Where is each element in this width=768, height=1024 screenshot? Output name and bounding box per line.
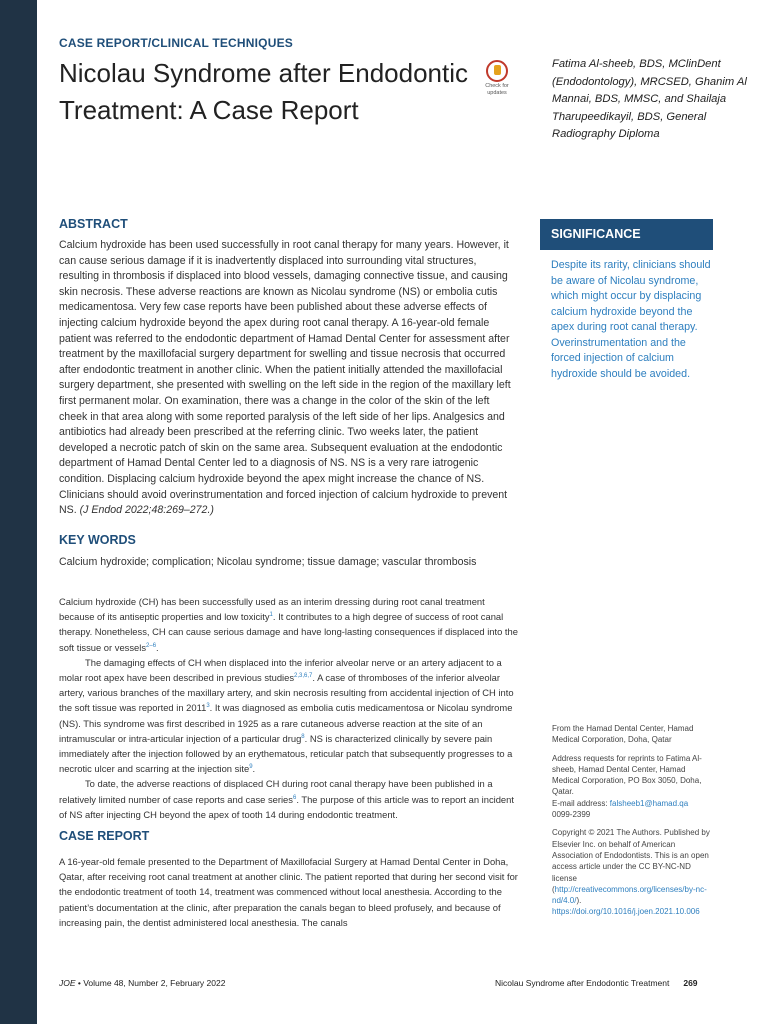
- reference-link[interactable]: 1: [269, 612, 273, 619]
- update-icon: [486, 60, 508, 82]
- intro-paragraph-3: To date, the adverse reactions of displaced CH during root canal therapy have been published in a relatively limited number of case reports and case series$^6$. The purpose of this article was to report an incident of NS after injecting CH beyond the apex of tooth 14 during endodontic treatment.: [59, 778, 514, 820]
- article-notes: [552, 723, 714, 925]
- case-report-text: A 16-year-old female presented to the Department of Maxillofacial Surgery at Hamad Dental Center in Doha, Qatar, after receiving root canal treatment at another clinic. The patient reported that during her second visit for the endodontic treatment of tooth 14, treatment was commenced without local anesthesia. According to the patient’s documentation at the clinic, after preparation the canals began to bleed profusely, and because of increasing pain, the dentist administered local anesthesia. The canals: [59, 856, 518, 928]
- check-for-updates-badge[interactable]: [480, 60, 514, 98]
- reference-link[interactable]: 2–6: [146, 642, 157, 649]
- abstract-text: [59, 238, 517, 519]
- introduction-section: [59, 594, 519, 822]
- abstract-body: Calcium hydroxide has been used successfully in root canal therapy for many years. However, it can cause serious damage if it is inadvertently displaced into surrounding vital structures, resulting in thrombosis if displaced into blood vessels, damaging connective tissue, and causing skin necrosis. These adverse reactions are known as Nicolau syndrome (NS) or embolia cutis medicamentosa. Very few case reports have been published about these adverse effects of injecting calcium hydroxide beyond the apex during root canal therapy. A 16-year-old female patient was referred to the endodontic department of Hamad Dental Center for assessment after treatment by the maxillofacial surgery department for swelling and tissue necrosis that occurred after endodontic treatment in another clinic. When the patient initially attended the maxillofacial surgery department, she presented with swelling on the left side in the region of the maxillary left first permanent molar. On examination, there was a change in the color of the skin of the left cheek in that area along with some reported paralysis of the left side of her lips. Analgesics and antibiotics had already been prescribed at the referring clinic. Two weeks later, the patient developed a necrotic patch of skin on the same area. Subsequent evaluation at the endodontic department of Hamad Dental Center led to a diagnosis of NS. NS is a very rare iatrogenic condition. Displacing calcium hydroxide beyond the apex might increase the chance of NS. Clinicians should avoid overinstrumentation and forced injection of calcium hydroxide to prevent NS.: [59, 239, 511, 517]
- doi-link[interactable]: https://doi.org/10.1016/j.joen.2021.10.006: [552, 907, 700, 917]
- author-list: Fatima Al-sheeb, BDS, MClinDent (Endodontology), MRCSED, Ghanim Al Mannai, BDS, MMSC, and Shailaja Tharupeedikayil, BDS, General Radiography Diploma: [552, 58, 747, 140]
- issn: 0099-2399: [552, 810, 591, 820]
- reference-link[interactable]: 6: [292, 794, 297, 801]
- email-link[interactable]: falsheeb1@hamad.qa: [609, 798, 689, 808]
- journal-name: JOE: [59, 978, 76, 988]
- article-title: Nicolau Syndrome after Endodontic Treatment: A Case Report: [59, 58, 469, 125]
- keywords-text: Calcium hydroxide; complication; Nicolau syndrome; tissue damage; vascular thrombosis: [59, 556, 477, 568]
- article-category: CASE REPORT/CLINICAL TECHNIQUES: [59, 36, 293, 50]
- significance-heading: SIGNIFICANCE: [540, 219, 713, 250]
- intro-paragraph-1: Calcium hydroxide (CH) has been successfully used as an interim dressing during root canal treatment because of its antiseptic properties and low toxicity$^1$. It contributes to a high degree of success of root canal therapy. Nonetheless, CH can cause serious damage and have long-lasting consequences if displaced into the soft tissue or vessels$^{2-6}$.: [59, 596, 518, 653]
- keywords-heading: KEY WORDS: [59, 533, 136, 547]
- reference-link[interactable]: 3: [206, 703, 210, 710]
- affiliation-note: From the Hamad Dental Center, Hamad Medical Corporation, Doha, Qatar: [552, 724, 694, 745]
- badge-label-1: Check for: [485, 83, 509, 89]
- reprint-address: Address requests for reprints to Fatima Al-sheeb, Hamad Dental Center, Hamad Medical Corporation, PO Box 3050, Doha, Qatar. E-mail address: falsheeb1@hamad.qa 0099-2399: [552, 753, 702, 820]
- reference-link[interactable]: 8: [301, 733, 305, 740]
- abstract-heading: ABSTRACT: [59, 217, 128, 231]
- abstract-citation: (J Endod 2022;48:269–272.): [79, 504, 214, 517]
- reference-link[interactable]: 2,3,6,7: [294, 672, 313, 679]
- badge-label-2: updates: [487, 90, 507, 96]
- license-link[interactable]: http://creativecommons.org/licenses/by-nc-nd/4.0/: [552, 884, 707, 906]
- volume-info: Volume 48, Number 2, February 2022: [83, 978, 226, 988]
- case-report-heading: CASE REPORT: [59, 829, 150, 843]
- footer-running-title: Nicolau Syndrome after Endodontic Treatment 269: [495, 978, 698, 988]
- reference-link[interactable]: 9: [249, 764, 253, 771]
- footer-journal-info: JOE • Volume 48, Number 2, February 2022: [59, 978, 226, 988]
- intro-paragraph-2: The damaging effects of CH when displaced into the inferior alveolar nerve or an artery adjacent to a molar root apex have been described in previous studies$^{2,3,6,7}$. A case of thromboses of the inferior alveolar artery, various branches of the maxillary artery, and skin necrosis resulting from accidental injection of CH into the soft tissue was reported in 2011$^3$. It was diagnosed as embolia cutis medicamentosa or Nicolau syndrome (NS). This syndrome was first described in 1925 as a rare cutaneous adverse reaction at the site of an intramuscular or intra-articular injection of a particular drug$^8$. NS is characterized clinically by severe pain immediately after the injection followed by an erythematous, reticular patch that subsequently progresses to a necrotic ulcer and scarring at the injection site$^9$.: [59, 656, 514, 775]
- significance-text: Despite its rarity, clinicians should be aware of Nicolau syndrome, which might occur by displacing calcium hydroxide beyond the apex during root canal therapy. Overinstrumentation and the forced injection of calcium hydroxide should be avoided.: [551, 259, 711, 380]
- copyright-note: Copyright © 2021 The Authors. Published by Elsevier Inc. on behalf of American Association of Endodontists. This is an open access article under the CC BY-NC-ND license (http://creativecommons.org/licenses/by-nc-nd/4.0/). https://doi.org/10.1016/j.joen.2021.10.006: [552, 828, 710, 917]
- side-color-bar: [0, 0, 37, 1024]
- page-number: 269: [683, 978, 698, 988]
